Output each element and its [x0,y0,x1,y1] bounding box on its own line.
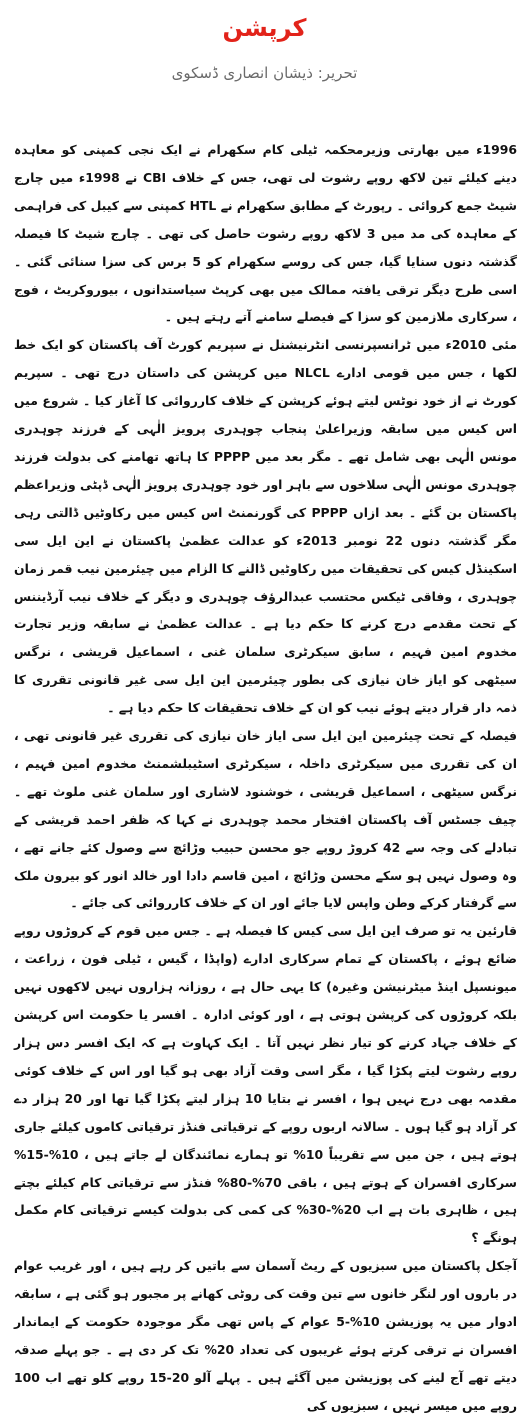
paragraph: فیصلہ کے تحت چیئرمین این ایل سی ایاز خان نیازی کی تقرری غیر قانونی تھی ، ان کی تقرری میں سیکرٹری داخلہ ، سیکرٹری اسٹیبلشمنٹ مخدوم امین فہیم ، نرگس سیٹھی ، اسماعیل قریشی ، خوشنود لاشاری اور سلمان غنی ملوث تھے ۔ چیف جسٹس آف پاکستان افتخار محمد چوہدری نے کہا کہ ظفر احمد قریشی کے تبادلے کی وجہ سے 42 کروڑ روپے جو محسن حبیب وڑائچ سے وصول کئے جانے تھے ، وہ وصول نہیں ہو سکے محسن وڑائچ ، امین قاسم دادا اور خالد انور کو بیرون ملک سے گرفتار کرکے وطن واپس لایا جائے اور ان کے خلاف کارروائی کی جائے ۔ [14,728,517,911]
paragraph: قارئین یہ تو صرف این ایل سی کیس کا فیصلہ ہے ۔ جس میں قوم کے کروڑوں روپے ضائع ہوئے ، پاکستان کے تمام سرکاری ادارے (واپڈا ، گیس ، ٹیلی فون ، زراعت ، میونسپل اینڈ میٹرنیشن وغیرہ) کا یہی حال ہے ، روزانہ ہزاروں نہیں لاکھوں نہیں بلکہ کروڑوں کی کرپشن ہوتی ہے ، اور کوئی ادارہ ۔ افسر یا حکومت اس کرپشن کے خلاف جہاد کرنے کو تیار نظر نہیں آتا ۔ ایک کہاوت ہے کہ ایک افسر دس ہزار روپے رشوت لیتے پکڑا گیا ، مگر اسی وقت آزاد بھی ہو گیا اور اس کے خلاف کوئی مقدمہ بھی درج نہیں ہوا ، افسر نے بتایا 10 ہزار لیتے پکڑا گیا تھا اور 20 ہزار دے کر آزاد ہو گیا ہوں ۔ سالانہ اربوں روپے کے ترقیاتی فنڈز ترقیاتی کاموں کیلئے جاری ہوتے ہیں ، جن میں سے تقریباً 10% تو ہمارے نمائندگان لے جاتے ہیں ، 10%-15% سرکاری افسران کے ہوتے ہیں ، باقی 70%-80% فنڈز سے ترقیاتی کام کیلئے بچتے ہیں ، ظاہری بات ہے اب 20%-30% کی کمی کی بدولت کیسے ترقیاتی کام مکمل ہونگے ؟ [14,923,517,1246]
paragraph: آجکل پاکستان میں سبزیوں کے ریٹ آسمان سے باتیں کر رہے ہیں ، اور غریب عوام در باروں اور لنگر خانوں سے تین وقت کی روٹی کھانے پر مجبور ہو گئی ہے ، سابقہ ادوار میں یہ پوزیشن 10%-5 عوام کے پاس تھی مگر موجودہ حکومت کے ایماندار افسران نے ترقی کرتے ہوئے غریبوں کی تعداد 20% تک کر دی ہے ۔ جو پہلے صدقہ دیتے تھے آج لینے کی پوزیشن میں آگئے ہیں ۔ پہلے آلو 20-15 روپے کلو تھے اب 100 روپے میں میسر نہیں ، سبزیوں کی [14,1258,517,1413]
paragraph: مئی 2010ء میں ٹرانسپرنسی انٹرنیشنل نے سپریم کورٹ آف پاکستان کو ایک خط لکھا ، جس میں قومی ادارے NLCL میں کرپشن کی داستان درج تھی ۔ سپریم کورٹ نے از خود نوٹس لیتے ہوئے کرپشن کے خلاف کارروائی کا آغاز کیا ۔ شروع میں اس کیس میں سابقہ وزیراعلیٰ پنجاب چوہدری پرویز الٰہی کے فرزند چوہدری مونس الٰہی بھی شامل تھے ۔ مگر بعد میں PPPP کا ہاتھ تھامنے کی بدولت فرزند چوہدری مونس الٰہی سلاخوں سے باہر اور خود چوہدری پرویز الٰہی ڈپٹی وزیراعظم پاکستان بن گئے ۔ بعد ازاں PPPP کی گورنمنٹ اس کیس میں رکاوٹیں ڈالتی رہی مگر گذشتہ دنوں 22 نومبر 2013ء کو عدالت عظمیٰ پاکستان نے این ایل سی اسکینڈل کیس کی تحقیقات میں رکاوٹیں ڈالنے کا الزام میں چیئرمین نیب قمر زمان چوہدری ، وفاقی ٹیکس محتسب عبدالرؤف چوہدری و دیگر کے خلاف نیب آرڈیننس کے تحت مقدمے درج کرنے کا حکم دیا ہے ۔ عدالت عظمیٰ نے سابقہ وزیر تجارت مخدوم امین فہیم ، سابق سیکرٹری سلمان غنی ، اسماعیل قریشی ، نرگس سیٹھی کو ایاز خان نیازی کی بطور چیئرمین این ایل سی غیر قانونی تقرری کا ذمہ دار قرار دیتے ہوئے نیب کو ان کے خلاف تحقیقات کا حکم دیا ہے ۔ [14,337,517,716]
article-title: کرپشن [222,14,307,42]
paragraph: 1996ء میں بھارتی وزیرمحکمہ ٹیلی کام سکھرام نے ایک نجی کمپنی کو معاہدہ دینے کیلئے تین لاکھ روپے رشوت لی تھی، جس کے خلاف CBI نے 1998ء میں چارج شیٹ جمع کروائی ۔ رپورٹ کے مطابق سکھرام نے HTL کمپنی سے کیبل کی فراہمی کے معاہدہ کی مد میں 3 لاکھ روپے رشوت حاصل کی تھی ۔ چارج شیٹ کا فیصلہ گذشتہ دنوں سنایا گیا، جس کی روسے سکھرام کو 5 برس کی سزا سنائی گئی ۔ اسی طرح دیگر ترقی یافتہ ممالک میں بھی کرپٹ سیاستدانوں ، بیوروکریٹ ، فوج ، سرکاری ملازمین کو سزا کے فیصلے سامنے آتے رہتے ہیں ۔ [14,142,518,325]
article-byline: تحریر: ذیشان انصاری ڈسکوی [171,64,358,82]
article-body [14,136,517,1420]
